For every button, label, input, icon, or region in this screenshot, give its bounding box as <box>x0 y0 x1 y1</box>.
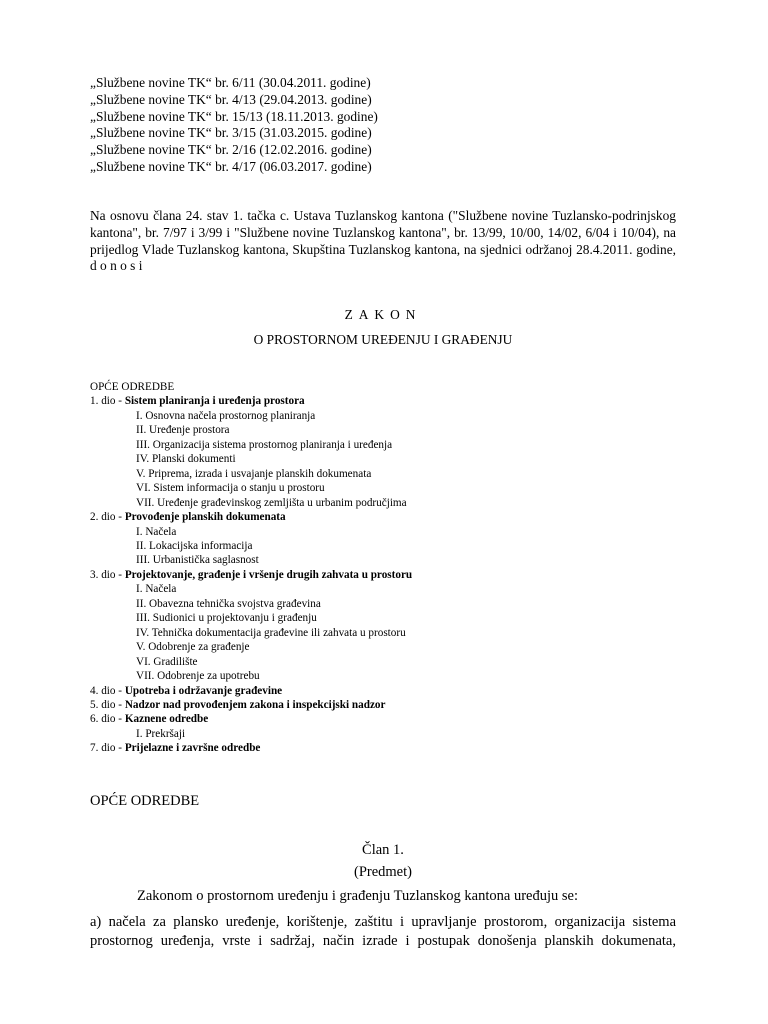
article-number: Član 1. <box>362 842 404 858</box>
toc-header: OPĆE ODREDBE <box>90 381 175 393</box>
law-subtitle: O PROSTORNOM UREĐENJU I GRAĐENJU <box>253 332 513 347</box>
toc-part-number: 1. dio - <box>90 395 125 408</box>
toc-part-title: Upotreba i održavanje građevine <box>124 684 283 697</box>
toc-part-title: Nadzor nad provođenjem zakona i inspekcijski nadzor <box>124 698 386 711</box>
toc-chapter: VII. Odobrenje za upotrebu <box>136 670 260 683</box>
toc-part-number: 4. dio - <box>90 684 125 697</box>
article-name: (Predmet) <box>354 864 412 880</box>
toc-part <box>90 741 412 755</box>
toc-chapter: II. Lokacijska informacija <box>136 539 253 552</box>
toc-chapter: III. Urbanistička saglasnost <box>136 554 259 567</box>
toc-chapter: II. Obavezna tehnička svojstva građevina <box>136 597 321 610</box>
reference-line: „Službene novine TK“ br. 6/11 (30.04.2011. godine) <box>90 75 371 90</box>
toc-chapter: VI. Gradilište <box>136 655 198 668</box>
toc-chapter: V. Priprema, izrada i usvajanje planskih dokumenata <box>136 467 372 480</box>
toc-chapter: I. Načela <box>136 525 177 538</box>
law-title: ZAKON <box>344 307 422 322</box>
toc-part-number: 7. dio - <box>90 742 125 755</box>
toc-chapter: II. Uređenje prostora <box>136 424 230 437</box>
toc-chapter: VI. Sistem informacija o stanju u prostoru <box>136 482 325 495</box>
reference-line: „Službene novine TK“ br. 3/15 (31.03.2015. godine) <box>90 125 372 141</box>
toc-part <box>90 712 412 726</box>
table-of-contents <box>90 380 412 756</box>
toc-part-title: Kaznene odredbe <box>124 713 209 726</box>
toc-chapter: III. Organizacija sistema prostornog planiranja i uređenja <box>136 438 393 451</box>
reference-line: „Službene novine TK“ br. 15/13 (18.11.2013. godine) <box>90 108 378 124</box>
toc-part <box>90 394 412 408</box>
toc-chapter: V. Odobrenje za građenje <box>136 641 250 654</box>
toc-part-number: 6. dio - <box>90 713 125 726</box>
section-heading: OPĆE ODREDBE <box>90 793 200 809</box>
toc-part-number: 5. dio - <box>90 698 125 711</box>
toc-chapter: I. Prekršaji <box>136 727 186 740</box>
toc-part <box>90 684 412 698</box>
preamble-paragraph: Na osnovu člana 24. stav 1. tačka c. Ustava Tuzlanskog kantona ("Službene novine Tuzlansko-podrinjskog kantona", br. 7/97 i 3/99 i "Službene novine Tuzlanskog kantona", br. 13/99, 10/00, 14/02, 6/04 i 10/04), na prijedlog Vlade Tuzlanskog kantona, Skupština Tuzlanskog kantona, na sjednici održanoj 28.4.2011. godine, d o n o s i <box>90 208 676 274</box>
toc-chapter: IV. Tehnička dokumentacija građevine ili zahvata u prostoru <box>136 626 406 639</box>
toc-part-title: Projektovanje, građenje i vršenje drugih zahvata u prostoru <box>124 568 413 581</box>
reference-line: „Službene novine TK“ br. 4/13 (29.04.2013. godine) <box>90 91 372 107</box>
article-text: a) načela za plansko uređenje, korištenje, zaštitu i upravljanje prostorom, organizacija sistema prostornog uređenja, vrste i sadržaj, način izrade i postupak donošenja planskih dokumenata, <box>90 914 676 949</box>
reference-line: „Službene novine TK“ br. 4/17 (06.03.2017. godine) <box>90 158 372 174</box>
toc-part <box>90 568 412 582</box>
toc-part-number: 3. dio - <box>90 568 125 581</box>
toc-chapter: I. Osnovna načela prostornog planiranja <box>136 409 316 422</box>
toc-part <box>90 510 412 524</box>
toc-chapter: IV. Planski dokumenti <box>136 453 236 466</box>
toc-part-title: Sistem planiranja i uređenja prostora <box>124 395 305 408</box>
toc-part-title: Prijelazne i završne odredbe <box>124 742 261 755</box>
toc-part-number: 2. dio - <box>90 511 125 524</box>
article-lead: Zakonom o prostornom uređenju i građenju Tuzlanskog kantona uređuju se: <box>137 888 578 904</box>
toc-chapter: VII. Uređenje građevinskog zemljišta u urbanim područjima <box>136 496 407 509</box>
reference-line: „Službene novine TK“ br. 2/16 (12.02.2016. godine) <box>90 142 372 158</box>
toc-part-title: Provođenje planskih dokumenata <box>124 511 286 524</box>
official-gazette-references <box>90 75 378 176</box>
toc-chapter: I. Načela <box>136 583 177 596</box>
toc-chapter: III. Sudionici u projektovanju i građenju <box>136 612 317 625</box>
toc-part <box>90 698 412 712</box>
